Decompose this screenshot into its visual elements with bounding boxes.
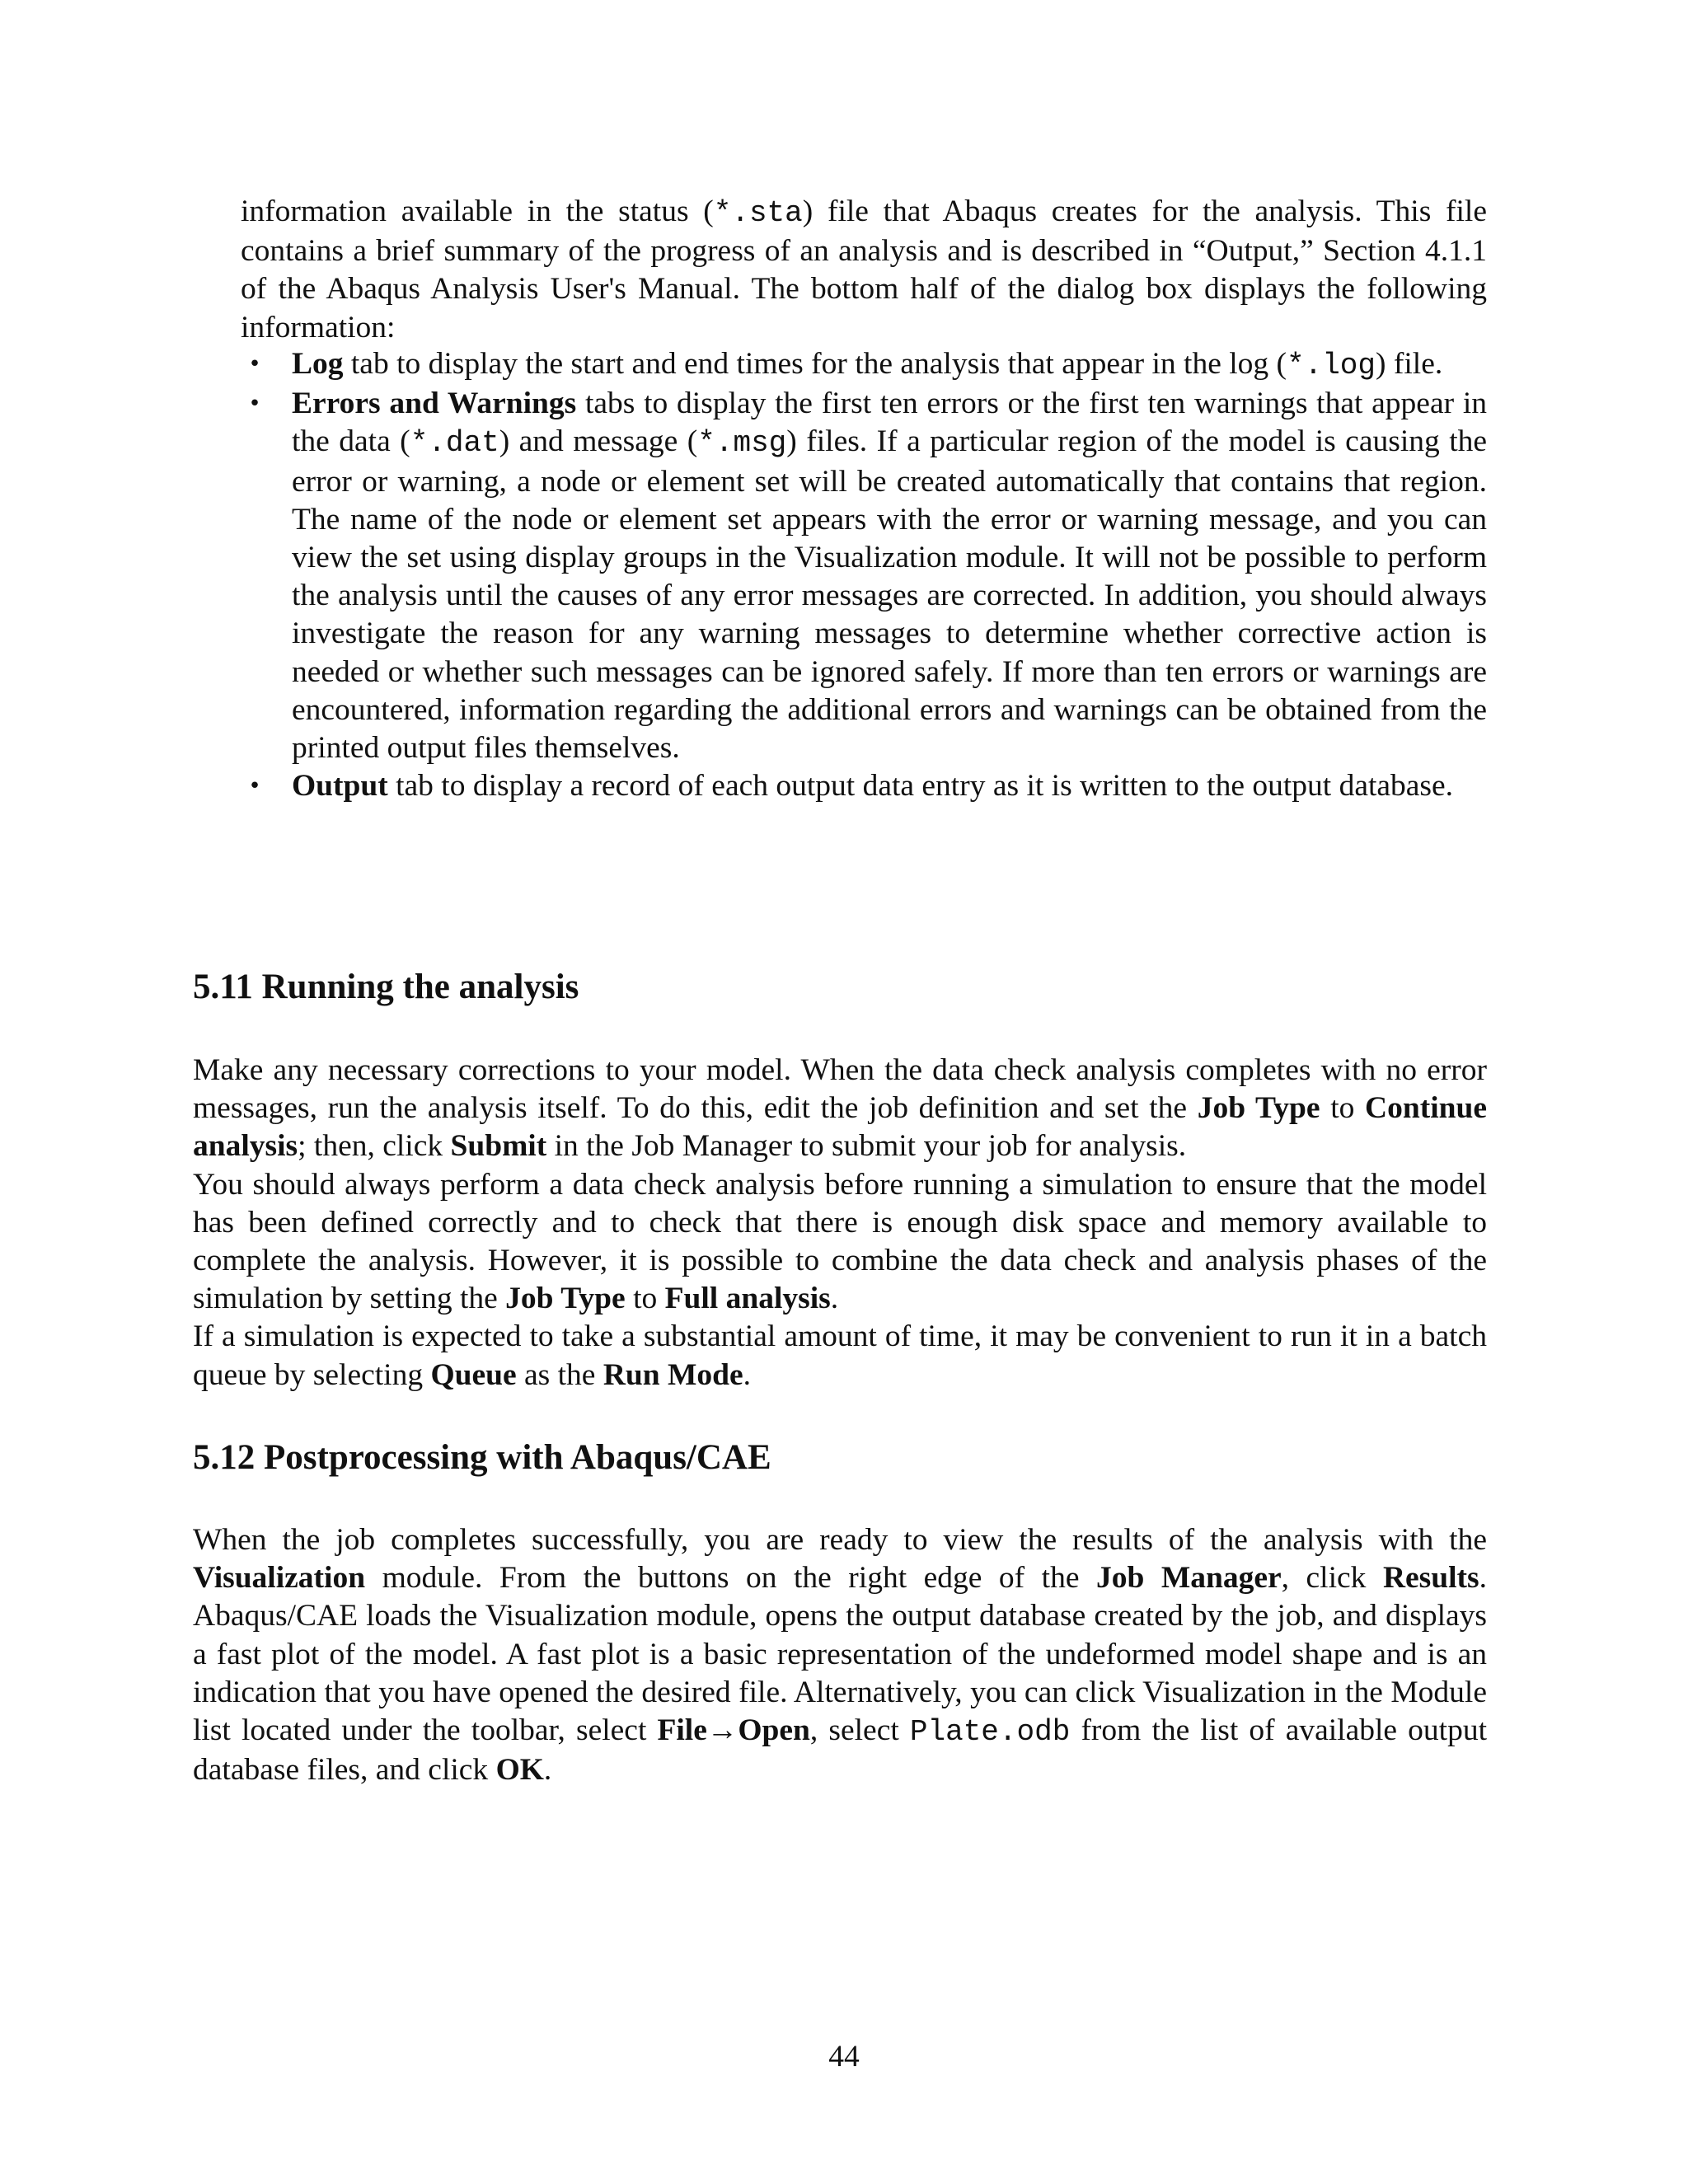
odb-file-name: Plate.odb [909,1715,1071,1750]
bullet-icon: • [248,352,261,377]
paragraph: You should always perform a data check analysis before running a simulation to ensure that the model has been defined correctly and to check that there is enough disk space and memory available to complete the analysis. However, it is possible to combine the data check and analysis phases of the simulation by setting the Job Type to Full analysis. [193,1167,1487,1316]
paragraph: When the job completes successfully, you are ready to view the results of the analysis with the Visualization module. From the buttons on the right edge of the Job Manager, click Results. Abaqus/CAE loads the Visualization module, opens the output database created by the job, and displays a fast plot of the model. A fast plot is a basic representation of the undeformed model shape and is an indication that you have opened the desired file. Alternatively, you can click Visualization in the Module list located under the toolbar, select File→Open, select Plate.odb from the list of available output database files, and click OK. [193,1523,1487,1788]
bullet-output: • Output tab to display a record of each output data entry as it is written to the output database. [241,767,1487,805]
intro-paragraph: information available in the status (*.sta) file that Abaqus creates for the analysis. This file contains a brief summary of the progress of an analysis and is described in “Output,” Section 4.1.1 of the Abaqus Analysis User's Manual. The bottom half of the dialog box displays the following information: [241,194,1487,344]
output-tab-term: Output [292,769,388,804]
information-bullet-list [241,345,1487,805]
section-heading-postprocessing: 5.12 Postprocessing with Abaqus/CAE [193,1438,771,1477]
section-511-body [193,1052,1487,1394]
bullet-errors-warnings: • Errors and Warnings tabs to display the first ten errors or the first ten warnings that appear in the data (*.dat) and message (*.msg) files. If a particular region of the model is causing the error or warning, a node or element set will be created automatically that contains that region. The name of the node or element set appears with the error or warning message, and you can view the set using display groups in the Visualization module. It will not be possible to perform the analysis until the causes of any error messages are corrected. In addition, you should always investigate the reason for any warning messages to determine whether corrective action is needed or whether such messages can be ignored safely. If more than ten errors or warnings are encountered, information regarding the additional errors and warnings can be obtained from the printed output files themselves. [241,385,1487,767]
bullet-icon: • [248,774,261,799]
paragraph: Make any necessary corrections to your model. When the data check analysis completes with no error messages, run the analysis itself. To do this, edit the job definition and set the Job Type to Continue analysis; then, click Submit in the Job Manager to submit your job for analysis. [193,1053,1487,1164]
log-file-extension: *.log [1287,349,1376,382]
errors-warnings-term: Errors and Warnings [292,387,577,421]
paragraph: If a simulation is expected to take a substantial amount of time, it may be convenient to run it in a batch queue by selecting Queue as the Run Mode. [193,1319,1487,1392]
log-tab-term: Log [292,347,344,381]
page-number: 44 [828,2040,860,2074]
dat-file-extension: *.dat [410,426,499,461]
section-512-body [193,1521,1487,1789]
bullet-icon: • [248,391,261,417]
sta-file-extension: *.sta [713,196,803,230]
msg-file-extension: *.msg [697,426,787,461]
bullet-log: • Log tab to display the start and end times for the analysis that appear in the log (*.log) file. [241,345,1487,385]
section-heading-running-analysis: 5.11 Running the analysis [193,968,579,1006]
